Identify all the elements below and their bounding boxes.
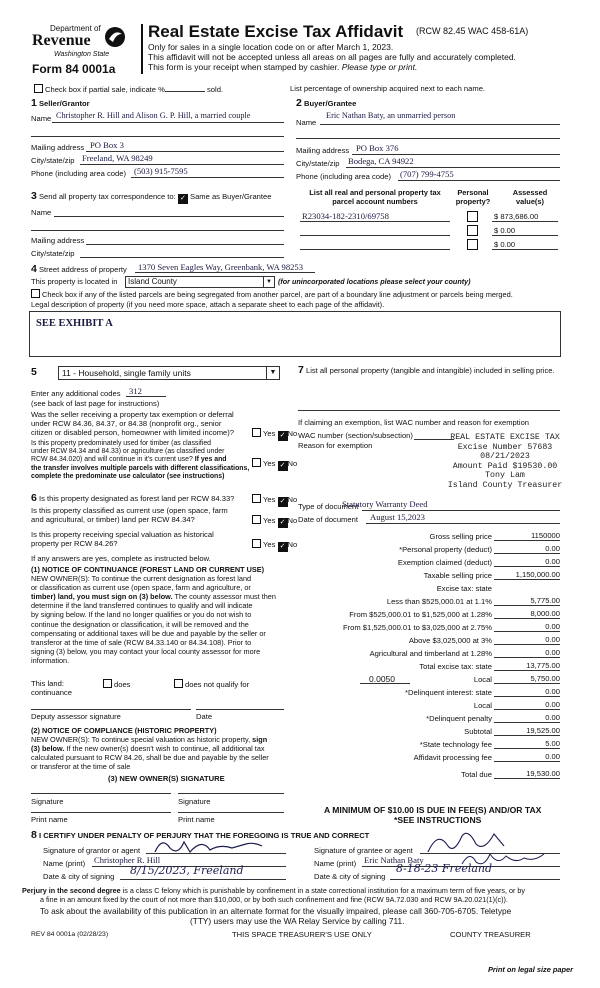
wac-label: WAC number (section/subsection)	[298, 431, 413, 440]
historic-yes-checkbox[interactable]	[252, 539, 261, 548]
notice1: (1) NOTICE OF CONTINUANCE (FOREST LAND OR CURRENT USE) NEW OWNER(S): To continue the current designation as forest land or classification as current use (open space, farm and agriculture, or timber) land, you must sign on (3) below. The county assessor must then determine if the land transferred continues to qualify and will indicate by signing below. If the land no longer qualifies or you do not wish to continue the designation or classification, it will be removed and the compensating or additional taxes will be due and payable by the seller or transferor at the time of sale (RCW 84.33.140 or 84.34.108). Prior to signing (3) below, you may contact your local county assessor for more information.	[31, 565, 276, 665]
tax-line-total-state	[494, 670, 560, 671]
grantor-date[interactable]: 8/15/2023, Freeland	[130, 864, 244, 877]
doc-date[interactable]: August 15,2023	[370, 512, 425, 522]
chevron-down-icon[interactable]: ▼	[263, 277, 274, 287]
assessed-line3	[492, 249, 558, 250]
current-use-no-checkbox[interactable]: ✓	[278, 518, 288, 528]
tax-line-local	[494, 683, 560, 684]
chevron-down-icon[interactable]: ▼	[266, 367, 279, 379]
deputy-date-label: Date	[196, 712, 213, 721]
deputy-date-line	[196, 709, 284, 710]
if-yes: If any answers are yes, complete as instructed below.	[31, 554, 211, 563]
header-line2: This affidavit will not be accepted unless all areas on all pages are fully and accurately completed.	[148, 52, 516, 62]
grantee-sig-label: Signature of grantee or agent	[314, 846, 413, 855]
grantor-print-label: Name (print)	[43, 859, 86, 868]
owner-sig-line1	[31, 793, 171, 794]
buyer-name[interactable]: Eric Nathan Baty, an unmarried person	[326, 111, 456, 120]
personal-header: Personal property?	[455, 188, 491, 206]
seller-phone[interactable]: (503) 915-7595	[134, 166, 188, 176]
does-checkbox[interactable]	[103, 679, 112, 688]
seller-name[interactable]: Christopher R. Hill and Alison G. P. Hill, a married couple	[56, 111, 251, 120]
tax-value-t5[interactable]: 0.00	[545, 648, 560, 657]
sec3-mailing-label: Mailing address	[31, 236, 85, 245]
doc-date-line	[366, 523, 560, 524]
personal-checkbox-1[interactable]	[467, 211, 478, 222]
tax-label-excise-state: Excise tax: state	[436, 584, 492, 593]
tax-value-subtotal[interactable]: 19,525.00	[526, 726, 560, 735]
sec5-q1: Was the seller receiving a property tax exemption or deferral under RCW 84.36, 84.37, or 84.38 (nonprofit org., senior citizen or disabled person, homeowner with limited income)?	[31, 410, 235, 437]
tax-value-gross[interactable]: 1150000	[531, 531, 560, 540]
tax-label-total-due: Total due	[461, 770, 492, 779]
seller-mailing[interactable]: PO Box 3	[90, 140, 124, 150]
q2-no-checkbox[interactable]: ✓	[278, 461, 288, 471]
seller-phone-line	[131, 177, 284, 178]
sec5-q2: Is this property predominately used for timber (as classified under RCW 84.34 and 84.33) or agriculture (as classified under RCW 84.34.020) and will continue in it's current use? If yes and the transfer involves multiple parcels with different classifications, complete the predominate use calculator (see instructions)	[31, 440, 250, 480]
sec5-code: 11 - Household, single family units	[62, 368, 191, 378]
tax-line-delinq-int	[494, 696, 560, 697]
perjury-line2: a fine in an amount fixed by the court of not more than $10,000, or by both such confinement and fine (RCW 9A.72.030 and RCW 9A.20.021(1)(c)).	[40, 895, 508, 904]
sec3-heading: 3 Send all property tax correspondence to: ✓ Same as Buyer/Grantee	[31, 190, 272, 202]
rcw-ref: (RCW 82.45 WAC 458-61A)	[416, 26, 529, 36]
sec5-code-select[interactable]	[58, 366, 280, 380]
tax-label-local: Local	[473, 675, 492, 684]
deputy-label: Deputy assessor signature	[31, 712, 121, 721]
tax-label-exemption: Exemption claimed (deduct)	[397, 558, 492, 567]
partial-sale-checkbox[interactable]	[34, 84, 43, 93]
owner-print-line2	[178, 812, 284, 813]
tax-label-personal: *Personal property (deduct)	[399, 545, 492, 554]
sec3-mailing-line	[86, 244, 284, 245]
tax-value-exemption[interactable]: 0.00	[545, 557, 560, 566]
tax-label-gross: Gross selling price	[429, 532, 492, 541]
assessed-value-1[interactable]: $ 873,686.00	[494, 212, 539, 221]
tax-label-subtotal: Subtotal	[464, 727, 492, 736]
tax-line-tech	[494, 748, 560, 749]
tax-label-total-state: Total excise tax: state	[419, 662, 492, 671]
buyer-city[interactable]: Bodega, CA 94922	[348, 156, 414, 166]
local-rate-line	[360, 683, 410, 684]
notice3-title: (3) NEW OWNER(S) SIGNATURE	[108, 774, 225, 783]
buyer-mailing-line	[352, 154, 560, 155]
tax-line-subtotal	[494, 735, 560, 736]
sec3-name-line	[54, 216, 284, 217]
dept-line3: Washington State	[54, 51, 110, 58]
treasurer-use-label: THIS SPACE TREASURER'S USE ONLY	[232, 930, 372, 939]
unincorp-note: (for unincorporated locations please select your county)	[278, 277, 471, 286]
tax-value-tech[interactable]: 5.00	[545, 739, 560, 748]
reason-label: Reason for exemption	[298, 441, 373, 450]
see-instructions: *SEE INSTRUCTIONS	[394, 815, 482, 825]
does-option: does	[103, 679, 130, 689]
this-land: This land: continuance	[31, 679, 72, 697]
tax-value-t3[interactable]: 0.00	[545, 622, 560, 631]
dept-line1: Department of	[50, 24, 101, 33]
parcel-header: List all real and personal property tax parcel account numbers	[309, 188, 441, 206]
historic-no-checkbox[interactable]: ✓	[278, 542, 288, 552]
partial-sale-row: Check box if partial sale, indicate % sold.	[34, 84, 223, 94]
form-number: Form 84 0001a	[32, 62, 116, 76]
tax-value-t2[interactable]: 8,000.00	[530, 609, 560, 618]
legal-description: SEE EXHIBIT A	[36, 318, 113, 329]
buyer-name-line	[320, 124, 560, 125]
seller-name-line	[52, 122, 284, 123]
wa-logo-icon	[104, 26, 126, 48]
owner-sig-label2: Signature	[178, 797, 211, 806]
form-title: Real Estate Excise Tax Affidavit	[148, 22, 404, 41]
does-not-checkbox[interactable]	[174, 679, 183, 688]
header-line3: This form is your receipt when stamped by cashier. Please type or print.	[148, 62, 418, 72]
sec3-name-label: Name	[31, 208, 52, 217]
parcel-line3	[300, 249, 450, 250]
tax-line-exemption	[494, 566, 560, 567]
tax-value-t4[interactable]: 0.00	[545, 635, 560, 644]
parcel-line1	[300, 221, 450, 222]
sec3-city-line	[80, 257, 284, 258]
forest-yes-checkbox[interactable]	[252, 494, 261, 503]
grantor-date-label: Date & city of signing	[43, 872, 115, 881]
seller-city-label: City/state/zip	[31, 156, 75, 165]
stamp-line3: 08/21/2023	[480, 452, 530, 461]
tax-value-total-due[interactable]: 19,530.00	[526, 769, 560, 778]
sec4-street-label: 4 Street address of property	[31, 263, 127, 275]
tax-line-t4	[494, 644, 560, 645]
buyer-city-label: City/state/zip	[296, 159, 340, 168]
doc-type-label: Type of document	[298, 502, 359, 511]
deputy-line	[31, 709, 191, 710]
q1-no-checkbox[interactable]: ✓	[278, 431, 288, 441]
tax-label-t1: Less than $525,000.01 at 1.1%	[386, 597, 492, 606]
add-codes[interactable]: 312	[129, 386, 142, 396]
tax-value-total-state[interactable]: 13,775.00	[526, 661, 560, 670]
tax-label-t5: Agricultural and timberland at 1.28%	[369, 649, 492, 658]
seller-name-label: Name	[31, 114, 52, 123]
q1-yes-checkbox[interactable]	[252, 428, 261, 437]
tax-label-delinq-pen: *Delinquent penalty	[426, 714, 492, 723]
ask-line1: To ask about the availability of this publication in an alternate format for the visually impaired, please call 360-705-6705. Teletype	[40, 906, 512, 916]
buyer-city-line	[346, 167, 560, 168]
tax-line-local2	[494, 709, 560, 710]
county-treasurer-label: COUNTY TREASURER	[450, 930, 531, 939]
doc-type[interactable]: Statutory Warranty Deed	[342, 499, 428, 509]
tax-line-taxable	[494, 579, 560, 580]
assessed-line1	[492, 221, 558, 222]
notice2: (2) NOTICE OF COMPLIANCE (HISTORIC PROPERTY) NEW OWNER(S): To continue special valuation as historic property, sign (3) below. If the new owner(s) doesn't wish to continue, all additional tax calculated pursuant to RCW 84.26, shall be due and payable by the seller or transferor at the time of sale	[31, 726, 269, 772]
sec7-text: 7 List all personal property (tangible and intangible) included in selling price.	[298, 364, 555, 376]
treasurer-stamp	[430, 433, 580, 490]
stamp-line1: REAL ESTATE EXCISE TAX	[450, 433, 560, 442]
segregated-row: Check box if any of the listed parcels are being segregated from another parcel, are part of a boundary line adjustment or parcels being merged.	[31, 289, 513, 299]
sec6-q1-answer: Yes ✓ No	[252, 494, 297, 507]
county-select[interactable]	[125, 276, 275, 288]
tax-value-local2[interactable]: 0.00	[545, 700, 560, 709]
sec3-name-line2	[31, 230, 284, 231]
seller-name-line2	[31, 136, 284, 137]
tax-value-affidavit[interactable]: 0.00	[545, 752, 560, 761]
sec8-certify: 8 I CERTIFY UNDER PENALTY OF PERJURY THAT THE FOREGOING IS TRUE AND CORRECT	[31, 829, 370, 841]
local-rate[interactable]: 0.0050	[369, 674, 395, 684]
seller-mailing-line	[86, 151, 284, 152]
doc-date-label: Date of document	[298, 515, 358, 524]
tax-label-tech: *State technology fee	[419, 740, 492, 749]
assessed-header: Assessed value(s)	[512, 188, 548, 206]
stamp-line5: Tony Lam	[485, 471, 525, 480]
assessed-value-2[interactable]: $ 0.00	[494, 226, 516, 235]
owner-print-label2: Print name	[178, 815, 215, 824]
tax-line-total-due	[494, 778, 560, 779]
tax-label-t3: From $1,525,000.01 to $3,025,000 at 2.75%	[342, 623, 492, 632]
header-line1: Only for sales in a single location code on or after March 1, 2023.	[148, 42, 394, 52]
sec5-q1-answer: Yes ✓ No	[252, 428, 297, 441]
legal-label: Legal description of property (if you need more space, attach a separate sheet to each page of the affidavit).	[31, 300, 385, 309]
grantor-name[interactable]: Christopher R. Hill	[94, 855, 161, 865]
parcel-line2	[300, 235, 450, 236]
doc-type-line	[362, 510, 560, 511]
tax-label-t2: From $525,000.01 to $1,525,000 at 1.28%	[349, 610, 492, 619]
county-value: Island County	[128, 277, 177, 286]
sec6-q1: 6 Is this property designated as forest land per RCW 84.33?	[31, 492, 235, 504]
sec4-street-line	[135, 272, 315, 273]
add-codes-label: Enter any additional codes	[31, 389, 121, 398]
buyer-phone-label: Phone (including area code)	[296, 172, 391, 181]
tax-value-t1[interactable]: 5,775.00	[530, 596, 560, 605]
dept-line2: Revenue	[32, 32, 91, 49]
grantee-date-line	[390, 879, 560, 880]
personal-checkbox-3[interactable]	[467, 239, 478, 250]
sec7-line	[298, 410, 560, 411]
rev-label: REV 84 0001a (02/28/23)	[31, 931, 109, 938]
buyer-name-label: Name	[296, 118, 317, 127]
grantee-name[interactable]: Eric Nathan Baty	[364, 855, 424, 865]
grantor-signature	[150, 834, 270, 858]
q2-yes-checkbox[interactable]	[252, 458, 261, 467]
segregated-checkbox[interactable]	[31, 289, 40, 298]
see-back: (see back of last page for instructions)	[31, 399, 160, 408]
dor-logo	[30, 20, 128, 80]
sec6-q3-answer: Yes ✓ No	[252, 539, 297, 552]
tax-line-t1	[494, 605, 560, 606]
sec4-located-label: This property is located in	[31, 277, 118, 286]
buyer-phone[interactable]: (707) 799-4755	[400, 169, 454, 179]
tax-value-local[interactable]: 5,750.00	[530, 674, 560, 683]
header-divider	[141, 24, 143, 74]
owner-sig-label1: Signature	[31, 797, 64, 806]
tax-label-local2: Local	[473, 701, 492, 710]
perjury-line1: Perjury in the second degree is a class C felony which is punishable by confinement in a state correctional institution for a maximum term of five years, or by	[22, 886, 525, 895]
tax-line-t2	[494, 618, 560, 619]
tax-value-delinq-int[interactable]: 0.00	[545, 687, 560, 696]
seller-city[interactable]: Freeland, WA 98249	[82, 153, 153, 163]
sec5-q2-answer: Yes ✓ No	[252, 458, 297, 471]
sec3-city-label: City/state/zip	[31, 249, 75, 258]
seller-heading: 1 Seller/Grantor	[31, 97, 90, 109]
tax-label-affidavit: Affidavit processing fee	[413, 753, 492, 762]
tax-value-personal[interactable]: 0.00	[545, 544, 560, 553]
same-as-buyer-checkbox[interactable]: ✓	[178, 194, 188, 204]
owner-sig-line2	[178, 793, 284, 794]
sec6-q3: Is this property receiving special valuation as historical property per RCW 84.26?	[31, 530, 214, 548]
owner-print-label1: Print name	[31, 815, 68, 824]
owner-print-line1	[31, 812, 171, 813]
buyer-name-line2	[296, 138, 560, 139]
grantor-date-line	[120, 879, 286, 880]
tax-line-personal	[494, 553, 560, 554]
buyer-mailing-label: Mailing address	[296, 146, 350, 155]
parcel-number-1[interactable]: R23034-182-2310/69758	[302, 211, 389, 221]
ask-line2: (TTY) users may use the WA Relay Service by calling 711.	[190, 916, 405, 926]
stamp-line4: Amount Paid $19530.00	[452, 461, 558, 471]
exempt-label: If claiming an exemption, list WAC number and reason for exemption	[298, 418, 530, 427]
tax-line-gross	[494, 540, 560, 541]
sec6-q2-answer: Yes ✓ No	[252, 515, 297, 528]
seller-phone-label: Phone (including area code)	[31, 169, 126, 178]
tax-label-taxable: Taxable selling price	[423, 571, 492, 580]
grantee-date[interactable]: 8-18-23 Freeland	[396, 862, 493, 875]
tax-value-taxable[interactable]: 1,150,000.00	[515, 570, 560, 579]
grantee-print-label: Name (print)	[314, 859, 357, 868]
tax-line-affidavit	[494, 761, 560, 762]
legal-description-box[interactable]	[29, 311, 561, 357]
print-legal-note: Print on legal size paper	[488, 965, 574, 974]
seller-mailing-label: Mailing address	[31, 143, 85, 152]
tax-line-delinq-pen	[494, 722, 560, 723]
grantee-date-label: Date & city of signing	[314, 872, 386, 881]
does-not-option: does not qualify for	[174, 679, 249, 689]
assessed-line2	[492, 235, 558, 236]
forest-no-checkbox[interactable]: ✓	[278, 497, 288, 507]
personal-checkbox-2[interactable]	[467, 225, 478, 236]
current-use-yes-checkbox[interactable]	[252, 515, 261, 524]
buyer-phone-line	[398, 180, 560, 181]
assessed-value-3[interactable]: $ 0.00	[494, 240, 516, 249]
stamp-line6: Island County Treasurer	[447, 480, 563, 490]
buyer-heading: 2 Buyer/Grantee	[296, 97, 357, 109]
tax-label-t4: Above $3,025,000 at 3%	[408, 636, 492, 645]
minimum-note: A MINIMUM OF $10.00 IS DUE IN FEE(S) AND/OR TAX	[324, 805, 542, 815]
tax-value-delinq-pen[interactable]: 0.00	[545, 713, 560, 722]
grantor-sig-label: Signature of grantor or agent	[43, 846, 141, 855]
tax-line-t5	[494, 657, 560, 658]
tax-label-delinq-int: *Delinquent interest: state	[405, 688, 492, 697]
ownership-note: List percentage of ownership acquired next to each name.	[290, 84, 486, 93]
sec4-street[interactable]: 1370 Seven Eagles Way, Greenbank, WA 98253	[138, 262, 304, 272]
seller-city-line	[80, 164, 284, 165]
add-codes-line	[126, 396, 166, 397]
stamp-line2: Excise Number 57683	[457, 442, 553, 452]
buyer-mailing[interactable]: PO Box 376	[356, 143, 399, 153]
tax-line-t3	[494, 631, 560, 632]
sec5-number: 5	[31, 366, 37, 378]
sec6-q2: Is this property classified as current use (open space, farm and agricultural, or timber) land per RCW 84.34?	[31, 506, 228, 524]
